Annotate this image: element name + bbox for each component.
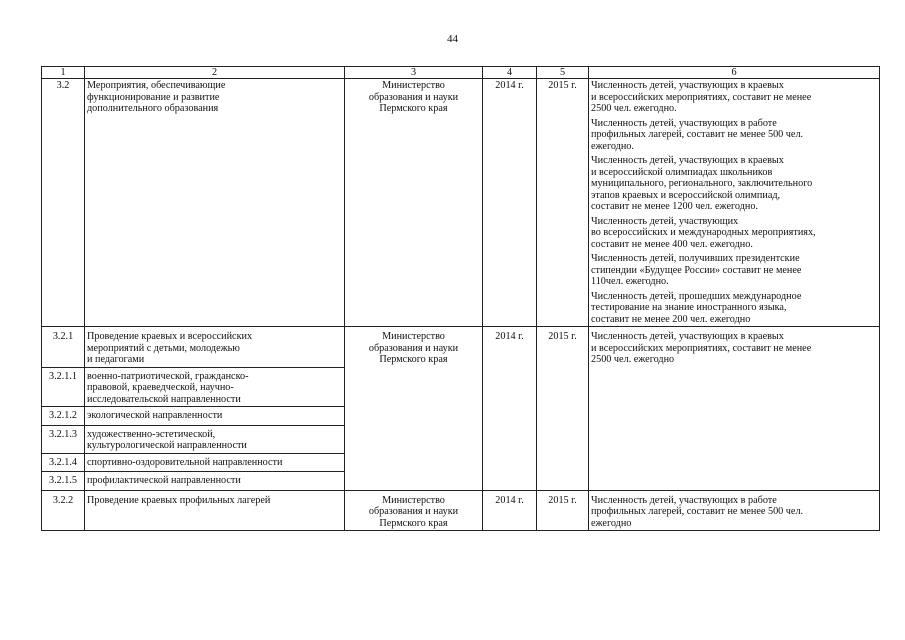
activity-name: Проведение краевых профильных лагерей [85, 490, 345, 531]
expected-results [589, 490, 880, 531]
result-item: Численность детей, участвующих в краевых и всероссийских мероприятиях, составит не менее 2500 чел. ежегодно [591, 331, 812, 365]
header-cell-6: 6 [589, 67, 880, 79]
expected-results [589, 79, 880, 327]
result-item: Численность детей, участвующих в работе профильных лагерей, составит не менее 500 чел. ежегодно [591, 494, 804, 529]
activity-name: профилактической направленности [85, 472, 345, 491]
expected-results [589, 327, 880, 491]
row-number: 3.2.2 [42, 490, 85, 531]
header-cell-3: 3 [345, 67, 483, 79]
end-year: 2015 г. [537, 79, 589, 327]
table-row [42, 327, 880, 368]
activity-name: военно-патриотической, гражданско- правовой, краеведческой, научно- исследовательской направленности [85, 367, 345, 407]
start-year: 2014 г. [483, 79, 537, 327]
result-item: Численность детей, участвующих во всероссийских и международных мероприятиях, составит не менее 400 чел. ежегодно. [591, 215, 816, 250]
header-cell-1: 1 [42, 67, 85, 79]
row-number: 3.2.1.3 [42, 425, 85, 453]
page-number: 44 [447, 33, 458, 45]
header-row [42, 67, 880, 79]
table-row [42, 79, 880, 327]
end-year: 2015 г. [537, 490, 589, 531]
row-number: 3.2.1 [42, 327, 85, 368]
header-cell-4: 4 [483, 67, 537, 79]
executor: Министерство образования и науки Пермского края [345, 490, 483, 531]
activity-name: художественно-эстетической, культурологической направленности [85, 425, 345, 453]
result-item: Численность детей, прошедших международное тестирование на знание иностранного языка, составит не менее 200 чел. ежегодно [591, 290, 802, 325]
result-item: Численность детей, участвующих в работе профильных лагерей, составит не менее 500 чел. ежегодно. [591, 117, 804, 152]
start-year: 2014 г. [483, 490, 537, 531]
activity-name: спортивно-оздоровительной направленности [85, 453, 345, 472]
header-cell-2: 2 [85, 67, 345, 79]
activities-table [41, 66, 880, 531]
row-number: 3.2.1.1 [42, 367, 85, 407]
executor: Министерство образования и науки Пермского края [345, 327, 483, 491]
table-row [42, 490, 880, 531]
result-item: Численность детей, получивших президентские стипендии «Будущее России» составит не менее 110чел. ежегодно. [591, 253, 802, 287]
row-number: 3.2.1.5 [42, 472, 85, 491]
row-number: 3.2 [42, 79, 85, 327]
executor: Министерство образования и науки Пермского края [345, 79, 483, 327]
row-number: 3.2.1.4 [42, 453, 85, 472]
start-year: 2014 г. [483, 327, 537, 491]
activity-name: Проведение краевых и всероссийских мероприятий с детьми, молодежью и педагогами [85, 327, 345, 368]
end-year: 2015 г. [537, 327, 589, 491]
activity-name: Мероприятия, обеспечивающие функционирование и развитие дополнительного образования [85, 79, 345, 327]
result-item: Численность детей, участвующих в краевых и всероссийских мероприятиях, составит не менее 2500 чел. ежегодно. [591, 80, 812, 114]
result-item: Численность детей, участвующих в краевых и всероссийской олимпиадах школьников муниципального, регионального, заключительного этапов краевых и всероссийской олимпиад, составит не менее 1200 чел. ежегодно. [591, 155, 813, 212]
row-number: 3.2.1.2 [42, 407, 85, 426]
activity-name: экологической направленности [85, 407, 345, 426]
header-cell-5: 5 [537, 67, 589, 79]
